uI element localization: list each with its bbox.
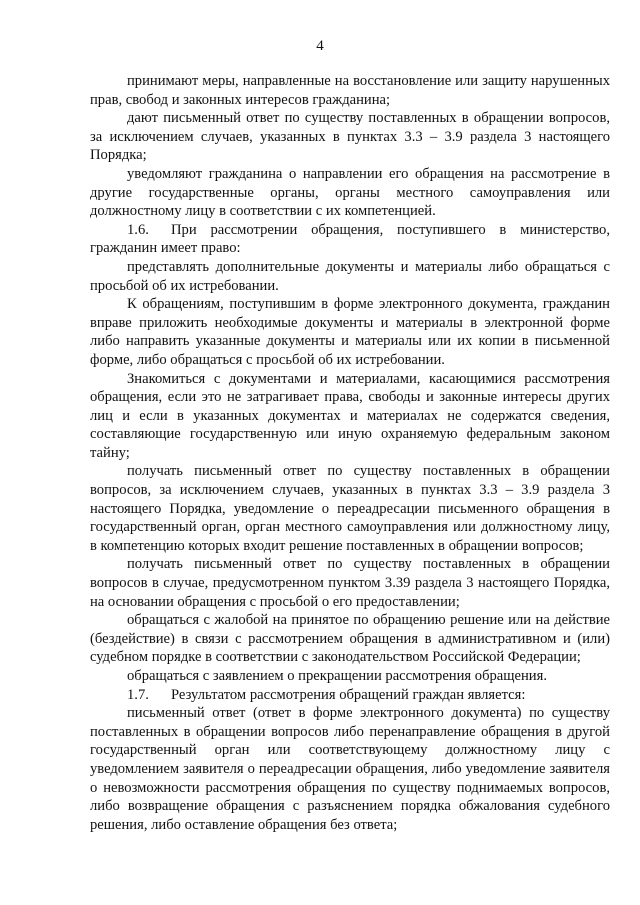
paragraph: обращаться с заявлением о прекращении рассмотрения обращения.	[127, 668, 547, 684]
paragraph: представлять дополнительные документы и материалы либо обращаться с просьбой об их истребовании.	[90, 258, 610, 294]
paragraph: К обращениям, поступившим в форме электронного документа, гражданин вправе приложить необходимые документы и материалы в электронной форме либо направить указанные документы и материалы или их копии в письменной форме, либо обращаться с просьбой об их истребовании.	[90, 296, 610, 368]
paragraph: обращаться с жалобой на принятое по обращению решение или на действие (бездействие) в связи с рассмотрением обращения в административном и (или) судебном порядке в соответствии с законодательством Российской Федерации;	[90, 612, 610, 666]
paragraph: письменный ответ (ответ в форме электронного документа) по существу поставленных в обращении вопросов либо перенаправление обращения в другой государственный орган или соответствующему должностному лицу с уведомлением заявителя о переадресации обращения, либо уведомление заявителя о невозможности рассмотрения обращения по существу поднимаемых вопросов, либо возвращение обращения с разъяснением порядка обжалования судебного решения, либо оставление обращения без ответа;	[90, 705, 610, 833]
section-number: 1.6.	[127, 221, 149, 238]
section-number: 1.7.	[127, 686, 149, 703]
section-text: Результатом рассмотрения обращений граждан является:	[171, 686, 526, 703]
paragraph: получать письменный ответ по существу поставленных в обращении вопросов, за исключением случаев, указанных в пунктах 3.3 – 3.9 раздела 3 настоящего Порядка, уведомление о переадресации письменного обращения в государственный орган, орган местного самоуправления или должностному лицу, в компетенцию которых входит решение поставленных в обращении вопросов;	[90, 463, 610, 554]
section-1-7	[90, 686, 610, 705]
section-1-6	[90, 221, 610, 258]
page-number: 4	[316, 38, 324, 54]
paragraph: получать письменный ответ по существу поставленных в обращении вопросов в случае, предусмотренном пунктом 3.39 раздела 3 настоящего Порядка, на основании обращения с просьбой о его предоставлении;	[90, 556, 610, 610]
paragraph: уведомляют гражданина о направлении его обращения на рассмотрение в другие государственные органы, органы местного самоуправления или должностному лицу в соответствии с их компетенцией.	[90, 165, 610, 220]
paragraph: Знакомиться с документами и материалами, касающимися рассмотрения обращения, если это не затрагивает права, свободы и законные интересы других лиц и если в указанных документах и материалах не содержатся сведения, составляющие государственную или иную охраняемую федеральным законом тайну;	[90, 370, 610, 461]
section-text: При рассмотрении обращения, поступившего в министерство, гражданин имеет право:	[90, 221, 610, 257]
paragraph: дают письменный ответ по существу поставленных в обращении вопросов, за исключением случаев, указанных в пунктах 3.3 – 3.9 раздела 3 настоящего Порядка;	[90, 110, 610, 164]
document-body	[90, 72, 610, 834]
paragraph: принимают меры, направленные на восстановление или защиту нарушенных прав, свобод и законных интересов гражданина;	[90, 73, 610, 108]
